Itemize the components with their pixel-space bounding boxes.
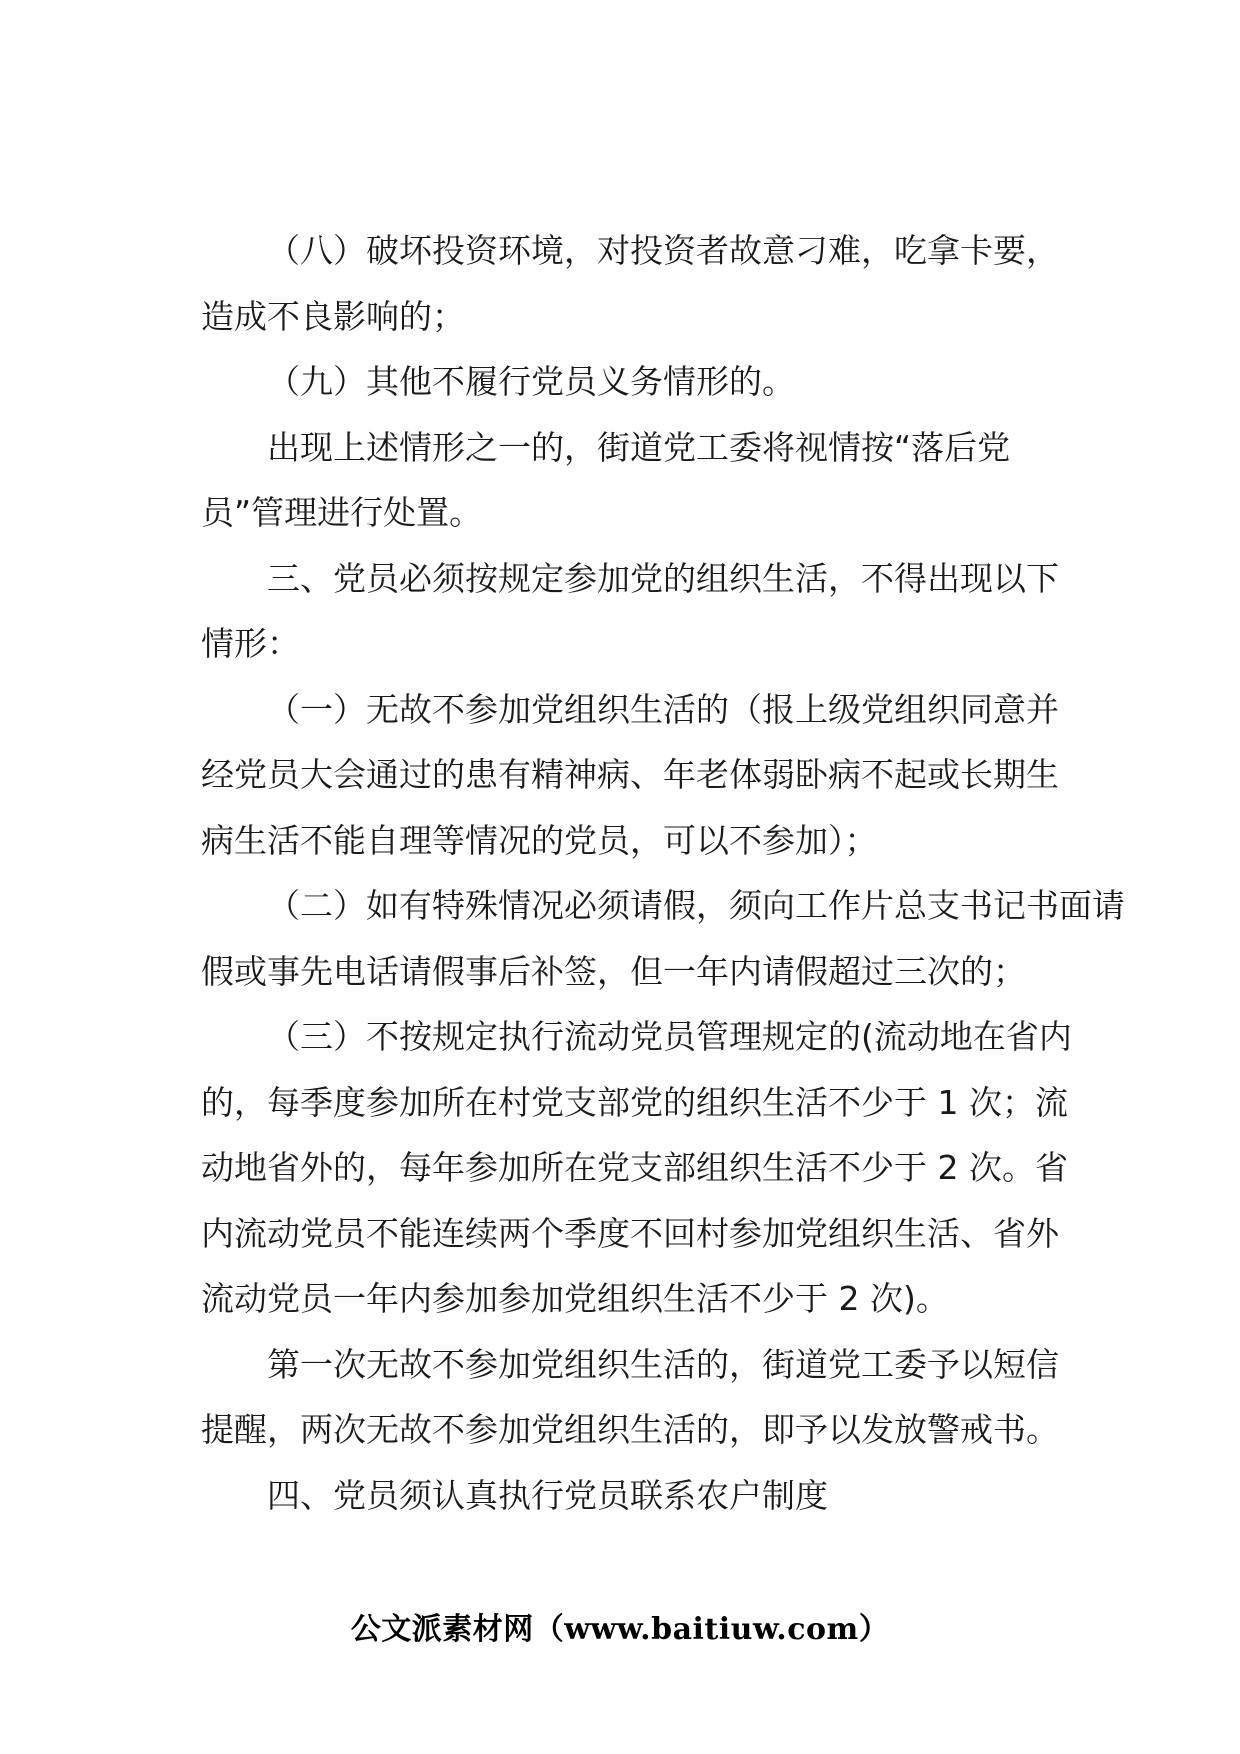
paragraph-item-8: （八）破坏投资环境，对投资者故意刁难，吃拿卡要，造成不良影响的；: [201, 231, 1059, 336]
paragraph-item-1: （一）无故不参加党组织生活的（报上级党组织同意并经党员大会通过的患有精神病、年老体弱卧病不起或长期生病生活不能自理等情况的党员，可以不参加）；: [201, 689, 1059, 860]
paragraph-item-3: （三）不按规定执行流动党员管理规定的(流动地在省内的，每季度参加所在村党支部党的组织生活不少于 1 次；流动地省外的，每年参加所在党支部组织生活不少于 2 次。省内流动党员不能连续两个季度不回村参加党组织生活、省外流动党员一年内参加参加党组织生活不少于 2 次)。: [201, 1017, 1072, 1318]
paragraph-summary-laggard: 出现上述情形之一的，街道党工委将视情按“落后党员”管理进行处置。: [201, 427, 1011, 532]
footer-watermark: 公文派素材网（www.baitiuw.com）: [350, 1612, 890, 1647]
section-heading-4: 四、党员须认真执行党员联系农户制度: [267, 1475, 828, 1515]
document-body: [201, 218, 1125, 1528]
paragraph-item-9: （九）其他不履行党员义务情形的。: [267, 362, 795, 401]
paragraph-first-absence: 第一次无故不参加党组织生活的，街道党工委予以短信提醒，两次无故不参加党组织生活的，即予以发放警戒书。: [201, 1344, 1059, 1449]
paragraph-item-2: （二）如有特殊情况必须请假，须向工作片总支书记书面请假或事先电话请假事后补签，但一年内请假超过三次的；: [201, 886, 1125, 991]
section-heading-3: 三、党员必须按规定参加党的组织生活，不得出现以下情形：: [201, 558, 1059, 663]
